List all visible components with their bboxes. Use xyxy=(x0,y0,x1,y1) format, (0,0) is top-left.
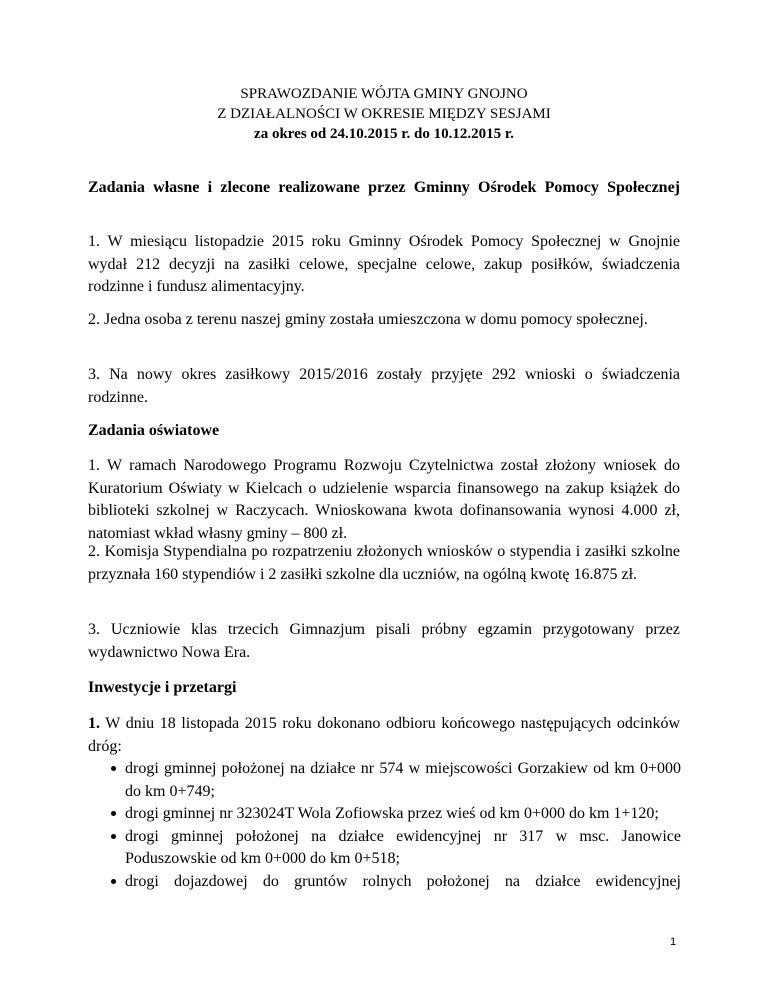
paragraph-social-1: 1. W miesiącu listopadzie 2015 roku Gminny Ośrodek Pomocy Społecznej w Gnojnie wydał 212 decyzji na zasiłki celowe, specjalne celowe, zakup posiłków, świadczenia rodzinne i fundusz alimentacyjny. xyxy=(88,233,680,295)
page-number: 1 xyxy=(670,936,677,948)
bullet-icon xyxy=(111,811,116,816)
section-education-heading-wrap xyxy=(88,420,680,442)
section-social-heading-wrap xyxy=(88,177,680,199)
list-item xyxy=(111,871,681,894)
bullet-icon xyxy=(111,766,116,771)
report-title-line-2: Z DZIAŁALNOŚCI W OKRESIE MIĘDZY SESJAMI xyxy=(217,106,551,122)
paragraph-investments-1 xyxy=(88,713,680,758)
section-heading-social: Zadania własne i zlecone realizowane przez Gminny Ośrodek Pomocy Społecznej xyxy=(88,179,680,196)
section-investments-heading-wrap xyxy=(88,677,680,699)
paragraph-investments-1-text: W dniu 18 listopada 2015 roku dokonano odbioru końcowego następujących odcinków dróg: xyxy=(88,715,680,755)
paragraph-social-3: 3. Na nowy okres zasiłkowy 2015/2016 zostały przyjęte 292 wnioski o świadczenia rodzinne. xyxy=(88,366,680,406)
paragraph-number: 1. xyxy=(88,715,100,732)
report-title-line-1: SPRAWOZDANIE WÓJTA GMINY GNOJNO xyxy=(240,86,528,102)
list-item-text: drogi gminnej położonej na działce nr 574 w miejscowości Gorzakiew od km 0+000 do km 0+749; xyxy=(125,760,681,800)
paragraph-education-2: 2. Komisja Stypendialna po rozpatrzeniu złożonych wniosków o stypendia i zasiłki szkolne przyznała 160 stypendiów i 2 zasiłki szkolne dla uczniów, na ogólną kwotę 16.875 zł. xyxy=(88,543,680,583)
road-list xyxy=(111,758,681,893)
bullet-icon xyxy=(111,879,116,884)
paragraph-social-2: 2. Jedna osoba z terenu naszej gminy została umieszczona w domu pomocy społecznej. xyxy=(88,311,648,328)
paragraph-education-3: 3. Uczniowie klas trzecich Gimnazjum pisali próbny egzamin przygotowany przez wydawnictwo Nowa Era. xyxy=(88,621,680,661)
list-item-text: drogi gminnej nr 323024T Wola Zofiowska przez wieś od km 0+000 do km 1+120; xyxy=(125,805,659,822)
list-item-text: drogi dojazdowej do gruntów rolnych położonej na działce ewidencyjnej xyxy=(125,872,681,890)
list-item xyxy=(111,758,681,803)
list-item xyxy=(111,826,681,871)
list-item xyxy=(111,803,681,826)
section-heading-investments: Inwestycje i przetargi xyxy=(88,679,237,696)
list-item-text: drogi gminnej położonej na działce ewidencyjnej nr 317 w msc. Janowice Poduszowskie od km 0+000 do km 0+518; xyxy=(125,827,681,867)
bullet-icon xyxy=(111,834,116,839)
section-heading-education: Zadania oświatowe xyxy=(88,422,220,439)
paragraph-education-1: 1. W ramach Narodowego Programu Rozwoju Czytelnictwa został złożony wniosek do Kuratorium Oświaty w Kielcach o udzielenie wsparcia finansowego na zakup książek do biblioteki szkolnej w Raczycach. Wnioskowana kwota dofinansowania wynosi 4.000 zł, natomiast wkład własny gminy – 800 zł. xyxy=(88,457,680,542)
report-period: za okres od 24.10.2015 r. do 10.12.2015 r. xyxy=(254,126,514,142)
